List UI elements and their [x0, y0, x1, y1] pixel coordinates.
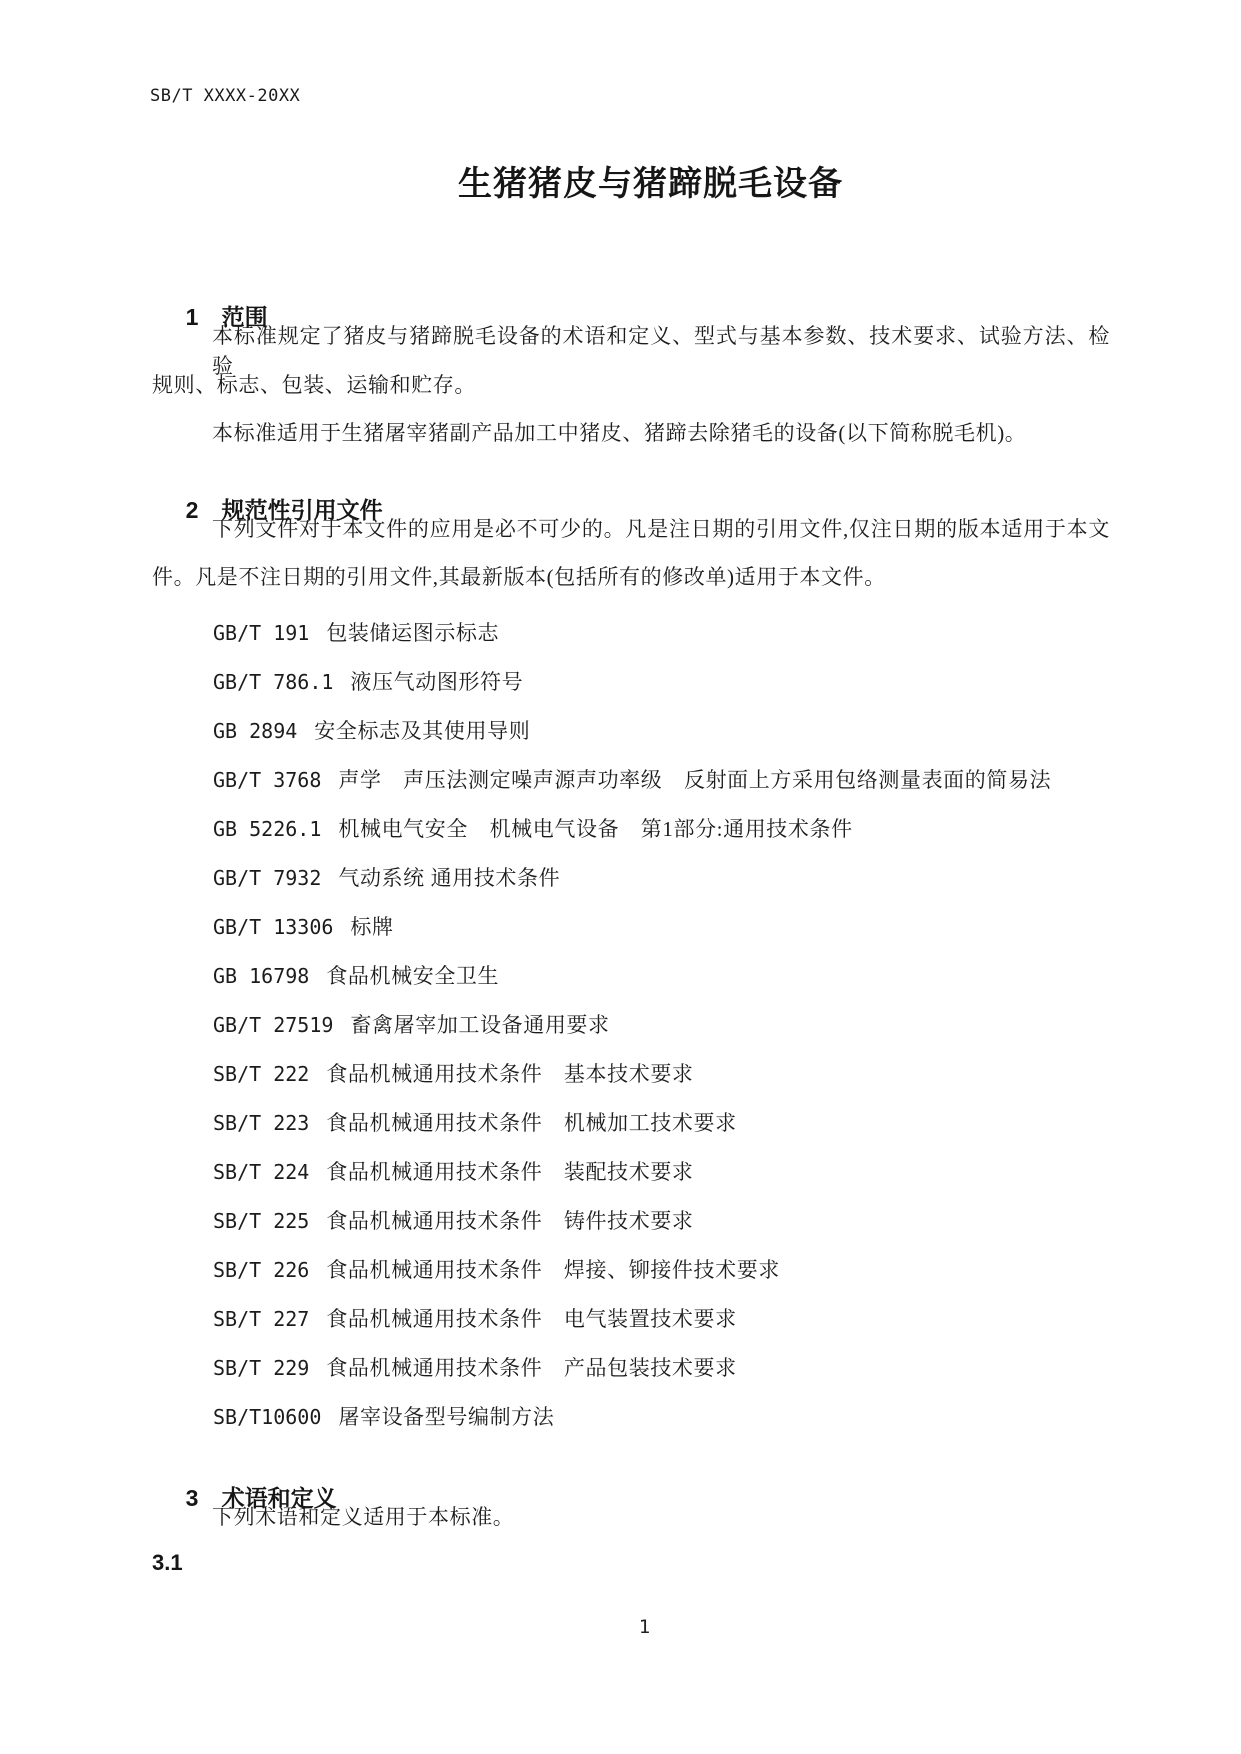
- reference-item: [213, 618, 499, 648]
- subsection-3-1-number: 3.1: [152, 1550, 183, 1575]
- reference-item: [213, 961, 499, 991]
- reference-title: 包装储运图示标志: [326, 621, 500, 645]
- reference-item: [213, 1108, 737, 1138]
- reference-code: SB/T 226: [213, 1258, 310, 1282]
- reference-title: 食品机械通用技术条件 基本技术要求: [326, 1062, 694, 1086]
- reference-item: [213, 863, 560, 893]
- reference-title: 食品机械通用技术条件 产品包装技术要求: [326, 1356, 737, 1380]
- reference-code: GB/T 7932: [213, 866, 322, 890]
- reference-code: GB 5226.1: [213, 817, 322, 841]
- reference-code: SB/T 222: [213, 1062, 310, 1086]
- reference-code: SB/T 223: [213, 1111, 310, 1135]
- reference-code: GB 2894: [213, 719, 298, 743]
- reference-code: SB/T 229: [213, 1356, 310, 1380]
- scope-paragraph-line: 规则、标志、包装、运输和贮存。: [152, 373, 476, 397]
- reference-title: 标牌: [350, 915, 394, 939]
- reference-item: [213, 1255, 780, 1285]
- reference-item: [213, 1059, 694, 1089]
- reference-title: 液压气动图形符号: [350, 670, 524, 694]
- reference-item: [213, 1304, 737, 1334]
- section-3-title: 术语和定义: [221, 1485, 337, 1511]
- scope-paragraph-line: 本标准适用于生猪屠宰猪副产品加工中猪皮、猪蹄去除猪毛的设备(以下简称脱毛机)。: [212, 421, 1027, 445]
- references-intro-line: 下列文件对于本文件的应用是必不可少的。凡是注日期的引用文件,仅注日期的版本适用于本文: [212, 517, 1110, 541]
- reference-code: SB/T10600: [213, 1405, 322, 1429]
- reference-code: GB/T 27519: [213, 1013, 334, 1037]
- references-intro-line: 件。凡是不注日期的引用文件,其最新版本(包括所有的修改单)适用于本文件。: [152, 565, 886, 589]
- reference-code: GB/T 786.1: [213, 670, 334, 694]
- reference-item: [213, 814, 853, 844]
- reference-title: 食品机械通用技术条件 机械加工技术要求: [326, 1111, 737, 1135]
- reference-title: 食品机械通用技术条件 铸件技术要求: [326, 1209, 694, 1233]
- reference-item: [213, 1206, 694, 1236]
- reference-item: [213, 716, 530, 746]
- standard-code-header: SB/T XXXX-20XX: [150, 86, 301, 106]
- terms-intro-line: 下列术语和定义适用于本标准。: [212, 1505, 515, 1529]
- reference-item: [213, 1353, 737, 1383]
- section-2-number: 2: [185, 497, 199, 523]
- reference-title: 食品机械通用技术条件 装配技术要求: [326, 1160, 694, 1184]
- section-1-title: 范围: [221, 304, 268, 330]
- reference-title: 屠宰设备型号编制方法: [338, 1405, 555, 1429]
- reference-code: SB/T 224: [213, 1160, 310, 1184]
- reference-item: [213, 1010, 610, 1040]
- section-2-title: 规范性引用文件: [221, 497, 383, 523]
- reference-item: [213, 912, 394, 942]
- reference-title: 食品机械通用技术条件 焊接、铆接件技术要求: [326, 1258, 780, 1282]
- reference-item: [213, 1402, 554, 1432]
- reference-code: SB/T 225: [213, 1209, 310, 1233]
- reference-title: 机械电气安全 机械电气设备 第1部分:通用技术条件: [338, 817, 853, 841]
- scope-paragraph-line: 本标准规定了猪皮与猪蹄脱毛设备的术语和定义、型式与基本参数、技术要求、试验方法、检验: [212, 324, 1110, 378]
- reference-item: [213, 667, 523, 697]
- reference-title: 食品机械通用技术条件 电气装置技术要求: [326, 1307, 737, 1331]
- section-3-number: 3: [185, 1485, 199, 1511]
- reference-code: SB/T 227: [213, 1307, 310, 1331]
- reference-item: [213, 1157, 694, 1187]
- reference-title: 安全标志及其使用导则: [314, 719, 531, 743]
- reference-code: GB/T 191: [213, 621, 310, 645]
- reference-title: 声学 声压法测定噪声源声功率级 反射面上方采用包络测量表面的简易法: [338, 768, 1052, 792]
- reference-title: 畜禽屠宰加工设备通用要求: [350, 1013, 610, 1037]
- reference-title: 食品机械安全卫生: [326, 964, 500, 988]
- document-title: 生猪猪皮与猪蹄脱毛设备: [458, 165, 843, 203]
- reference-title: 气动系统 通用技术条件: [338, 866, 561, 890]
- page-number: 1: [638, 1616, 651, 1638]
- reference-code: GB/T 13306: [213, 915, 334, 939]
- section-1-number: 1: [185, 304, 199, 330]
- reference-item: [213, 765, 1051, 795]
- reference-code: GB/T 3768: [213, 768, 322, 792]
- reference-code: GB 16798: [213, 964, 310, 988]
